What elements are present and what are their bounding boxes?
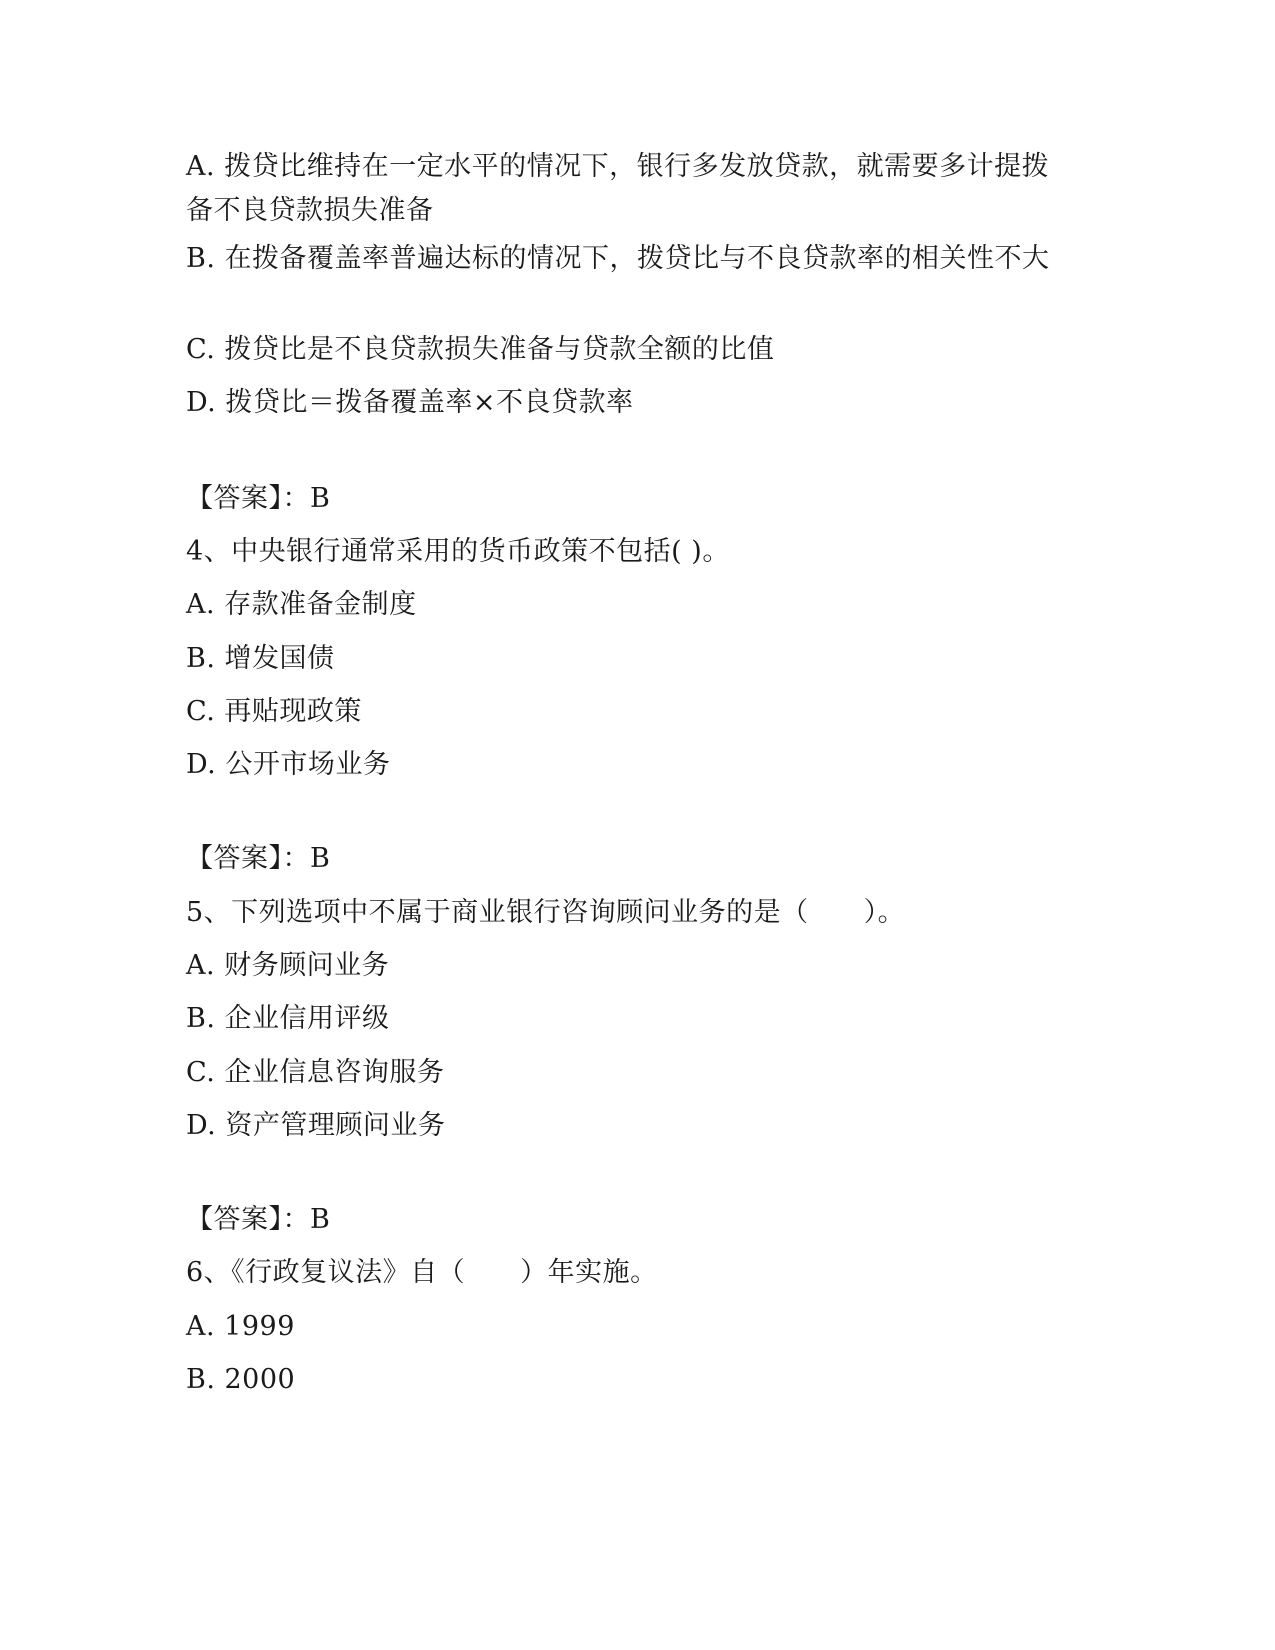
q6-question: 6、《行政复议法》自（ ）年实施。 xyxy=(186,1257,658,1288)
q5-option-c: C. 企业信息咨询服务 xyxy=(186,1057,445,1088)
q4-option-d: D. 公开市场业务 xyxy=(186,749,391,780)
q3-option-a: A. 拨贷比维持在一定水平的情况下，银行多发放贷款，就需要多计提拨备不良贷款损失准备 xyxy=(186,151,1050,226)
q5-question: 5、下列选项中不属于商业银行咨询顾问业务的是（ ）。 xyxy=(186,897,906,928)
q3-answer: 【答案】：B xyxy=(186,483,331,514)
q3-option-c: C. 拨贷比是不良贷款损失准备与贷款全额的比值 xyxy=(186,334,775,365)
q5-option-a: A. 财务顾问业务 xyxy=(186,950,390,981)
q4-answer: 【答案】：B xyxy=(186,843,331,874)
q4-question: 4、中央银行通常采用的货币政策不包括( )。 xyxy=(186,536,730,567)
q4-option-a: A. 存款准备金制度 xyxy=(186,589,417,620)
q5-option-b: B. 企业信用评级 xyxy=(186,1003,390,1034)
q4-option-b: B. 增发国债 xyxy=(186,643,335,674)
q5-answer: 【答案】：B xyxy=(186,1204,331,1235)
q5-option-d: D. 资产管理顾问业务 xyxy=(186,1110,446,1141)
q3-option-b: B. 在拨备覆盖率普遍达标的情况下，拨贷比与不良贷款率的相关性不大 xyxy=(186,243,1050,274)
q6-option-b: B. 2000 xyxy=(186,1364,296,1395)
q6-option-a: A. 1999 xyxy=(186,1311,295,1342)
q4-option-c: C. 再贴现政策 xyxy=(186,696,362,727)
q3-option-d: D. 拨贷比＝拨备覆盖率×不良贷款率 xyxy=(186,387,634,418)
